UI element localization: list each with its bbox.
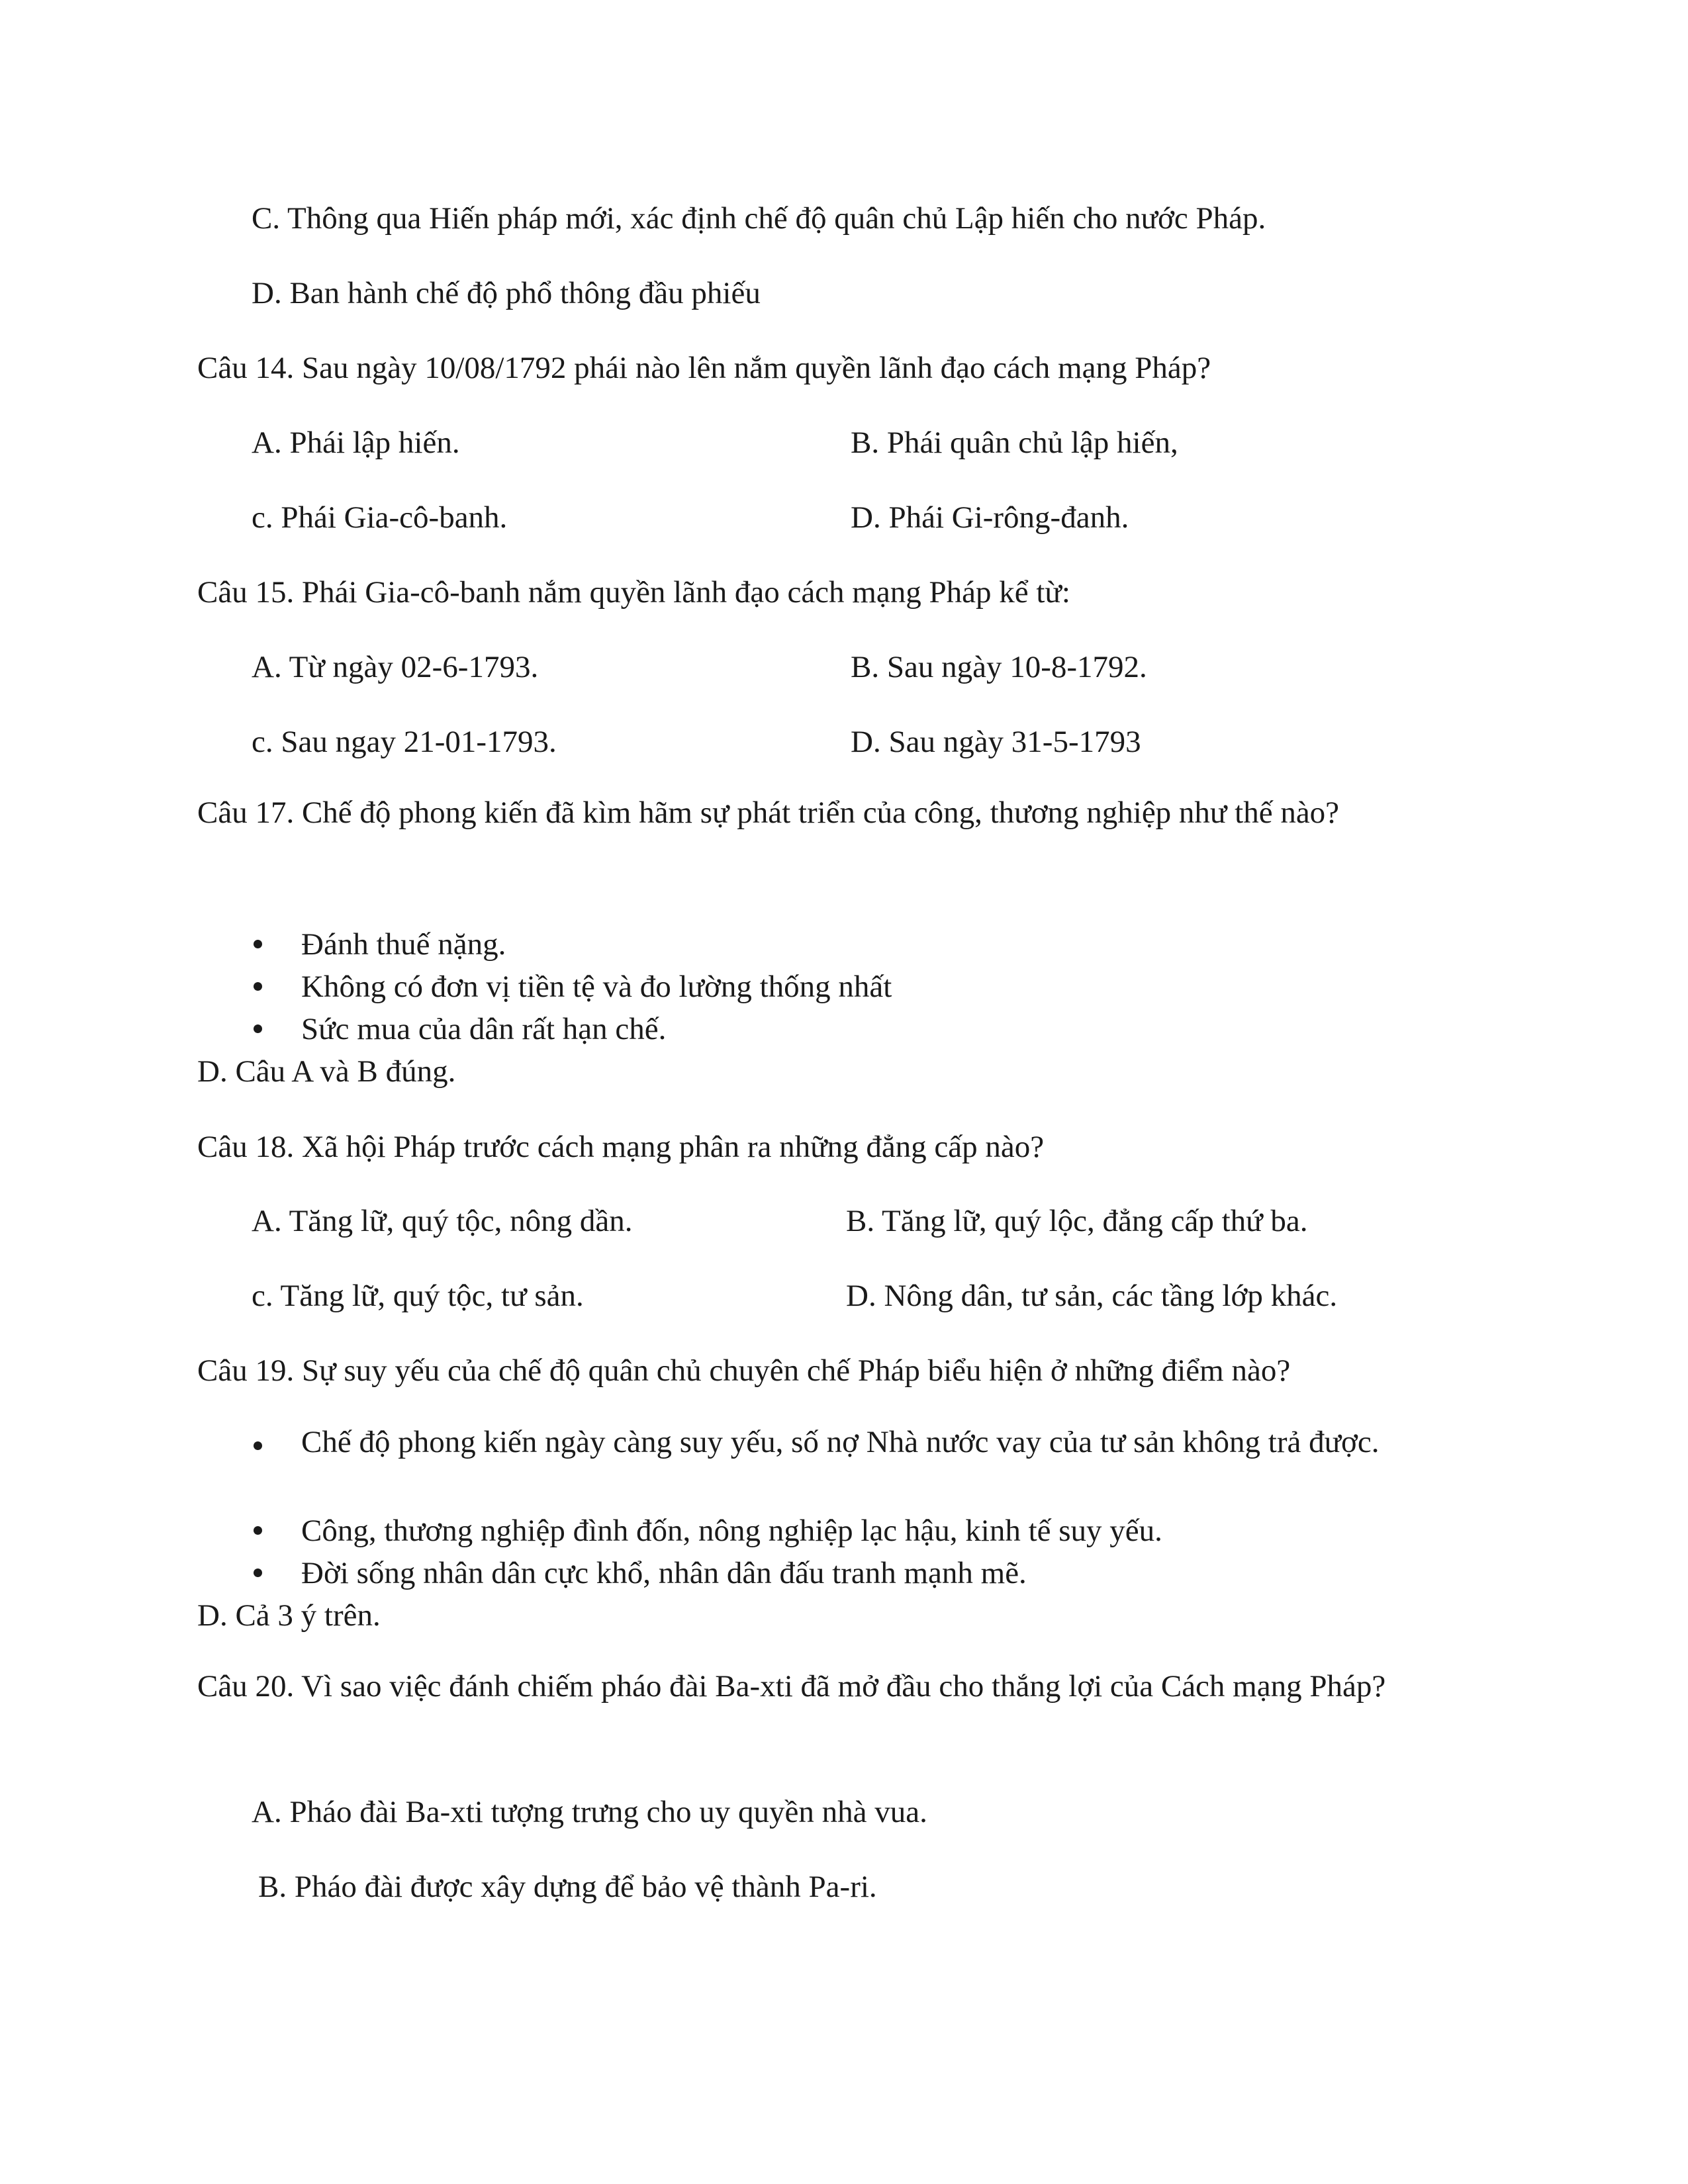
question-20: Câu 20. Vì sao việc đánh chiếm pháo đài Ba-xti đã mở đầu cho thắng lợi của Cách mạng Pháp? bbox=[197, 1669, 1386, 1704]
bullet-icon bbox=[254, 1024, 262, 1033]
question-17: Câu 17. Chế độ phong kiến đã kìm hãm sự phát triển của công, thương nghiệp như thế nào? bbox=[197, 796, 1340, 830]
bullet-icon bbox=[254, 1526, 262, 1535]
q20-option-a: A. Pháo đài Ba-xti tượng trưng cho uy quyền nhà vua. bbox=[252, 1795, 927, 1829]
question-15: Câu 15. Phái Gia-cô-banh nắm quyền lãnh đạo cách mạng Pháp kể từ: bbox=[197, 575, 1070, 610]
q14-option-c: c. Phái Gia-cô-banh. bbox=[252, 500, 508, 535]
q17-bullet-3: Sức mua của dân rất hạn chế. bbox=[301, 1012, 667, 1046]
bullet-icon bbox=[254, 1569, 262, 1577]
q14-option-a: A. Phái lập hiến. bbox=[252, 426, 460, 460]
q18-option-a: A. Tăng lữ, quý tộc, nông dần. bbox=[252, 1204, 633, 1238]
q15-option-a: A. Từ ngày 02-6-1793. bbox=[252, 650, 539, 684]
q20-option-b: B. Pháo đài được xây dựng để bảo vệ thành Pa-ri. bbox=[258, 1870, 877, 1904]
q14-option-d: D. Phái Gi-rông-đanh. bbox=[851, 500, 1129, 535]
q18-option-d: D. Nông dân, tư sản, các tầng lớp khác. bbox=[846, 1279, 1338, 1313]
q18-option-b: B. Tăng lữ, quý lộc, đẳng cấp thứ ba. bbox=[846, 1204, 1308, 1238]
q14-option-b: B. Phái quân chủ lập hiến, bbox=[851, 426, 1178, 460]
bullet-icon bbox=[254, 1441, 262, 1450]
bullet-icon bbox=[254, 940, 262, 948]
prev-option-c: C. Thông qua Hiến pháp mới, xác định chế độ quân chủ Lập hiến cho nước Pháp. bbox=[252, 201, 1266, 236]
q18-option-c: c. Tăng lữ, quý tộc, tư sản. bbox=[252, 1279, 584, 1313]
q17-bullet-2: Không có đơn vị tiền tệ và đo lường thống nhất bbox=[301, 970, 892, 1004]
q15-option-d: D. Sau ngày 31-5-1793 bbox=[851, 725, 1141, 759]
prev-option-d: D. Ban hành chế độ phổ thông đầu phiếu bbox=[252, 276, 761, 310]
question-18: Câu 18. Xã hội Pháp trước cách mạng phân ra những đẳng cấp nào? bbox=[197, 1130, 1045, 1164]
q19-bullet-2: Công, thương nghiệp đình đốn, nông nghiệp lạc hậu, kinh tế suy yếu. bbox=[301, 1514, 1162, 1548]
q17-option-d: D. Câu A và B đúng. bbox=[197, 1054, 456, 1089]
bullet-icon bbox=[254, 982, 262, 991]
q17-bullet-1: Đánh thuế nặng. bbox=[301, 927, 506, 962]
q19-bullet-3: Đời sống nhân dân cực khổ, nhân dân đấu tranh mạnh mẽ. bbox=[301, 1556, 1027, 1590]
question-19: Câu 19. Sự suy yếu của chế độ quân chủ chuyên chế Pháp biểu hiện ở những điểm nào? bbox=[197, 1353, 1291, 1388]
q19-bullet-1: Chế độ phong kiến ngày càng suy yếu, số nợ Nhà nước vay của tư sản không trả được. bbox=[301, 1425, 1380, 1459]
question-14: Câu 14. Sau ngày 10/08/1792 phái nào lên nắm quyền lãnh đạo cách mạng Pháp? bbox=[197, 351, 1211, 385]
q19-option-d: D. Cả 3 ý trên. bbox=[197, 1598, 381, 1633]
q15-option-c: c. Sau ngay 21-01-1793. bbox=[252, 725, 557, 759]
q15-option-b: B. Sau ngày 10-8-1792. bbox=[851, 650, 1147, 684]
